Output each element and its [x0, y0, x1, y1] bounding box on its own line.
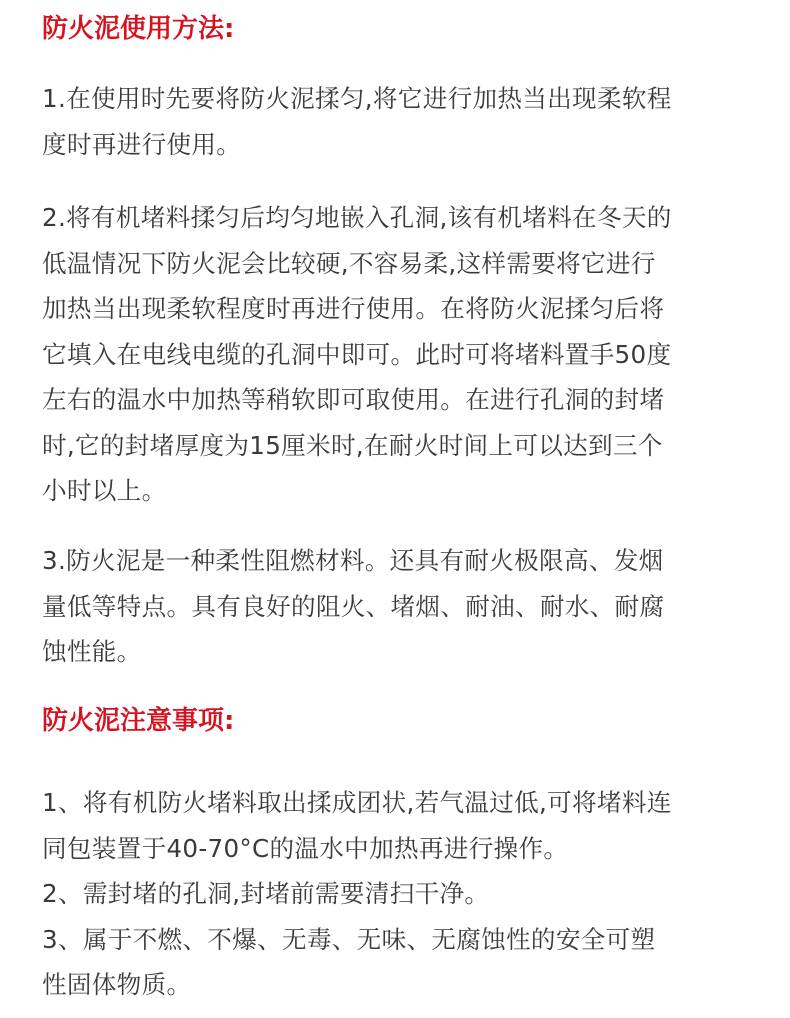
list-item-line: 同包装置于40-70°C的温水中加热再进行操作。: [42, 833, 569, 863]
notes-heading: 防火泥注意事项:: [42, 706, 235, 736]
paragraph-line: 小时以上。: [42, 476, 167, 505]
paragraph-line: 量低等特点。具有良好的阻火、堵烟、耐油、耐水、耐腐: [42, 591, 665, 621]
paragraph-line: 2.将有机堵料揉匀后均匀地嵌入孔洞,该有机堵料在冬天的: [42, 203, 672, 232]
list-item-line: 性固体物质。: [42, 970, 192, 999]
paragraph-line: 左右的温水中加热等稍软即可取使用。在进行孔洞的封堵: [42, 385, 665, 414]
list-item-line: 1、将有机防火堵料取出揉成团状,若气温过低,可将堵料连: [42, 788, 672, 817]
paragraph-line: 1.在使用时先要将防火泥揉匀,将它进行加热当出现柔软程: [42, 84, 672, 113]
paragraph-line: 低温情况下防火泥会比较硬,不容易柔,这样需要将它进行: [42, 248, 656, 278]
list-item-line: 3、属于不燃、不爆、无毒、无味、无腐蚀性的安全可塑: [42, 924, 656, 954]
paragraph-line: 3.防火泥是一种柔性阻燃材料。还具有耐火极限高、发烟: [42, 546, 664, 575]
paragraph-line: 它填入在电线电缆的孔洞中即可。此时可将堵料置手50度: [42, 339, 672, 369]
usage-heading: 防火泥使用方法:: [42, 14, 235, 44]
usage-paragraph-2: [42, 195, 754, 514]
paragraph-line: 蚀性能。: [42, 637, 142, 666]
list-item-line: 2、需封堵的孔洞,封堵前需要清扫干净。: [42, 879, 490, 908]
paragraph-line: 时,它的封堵厚度为15厘米时,在耐火时间上可以达到三个: [42, 430, 663, 460]
usage-paragraph-1: [42, 76, 754, 167]
usage-paragraph-3: [42, 538, 754, 675]
paragraph-line: 度时再进行使用。: [42, 129, 242, 159]
paragraph-line: 加热当出现柔软程度时再进行使用。在将防火泥揉匀后将: [42, 294, 665, 323]
notes-list: [42, 780, 754, 1008]
